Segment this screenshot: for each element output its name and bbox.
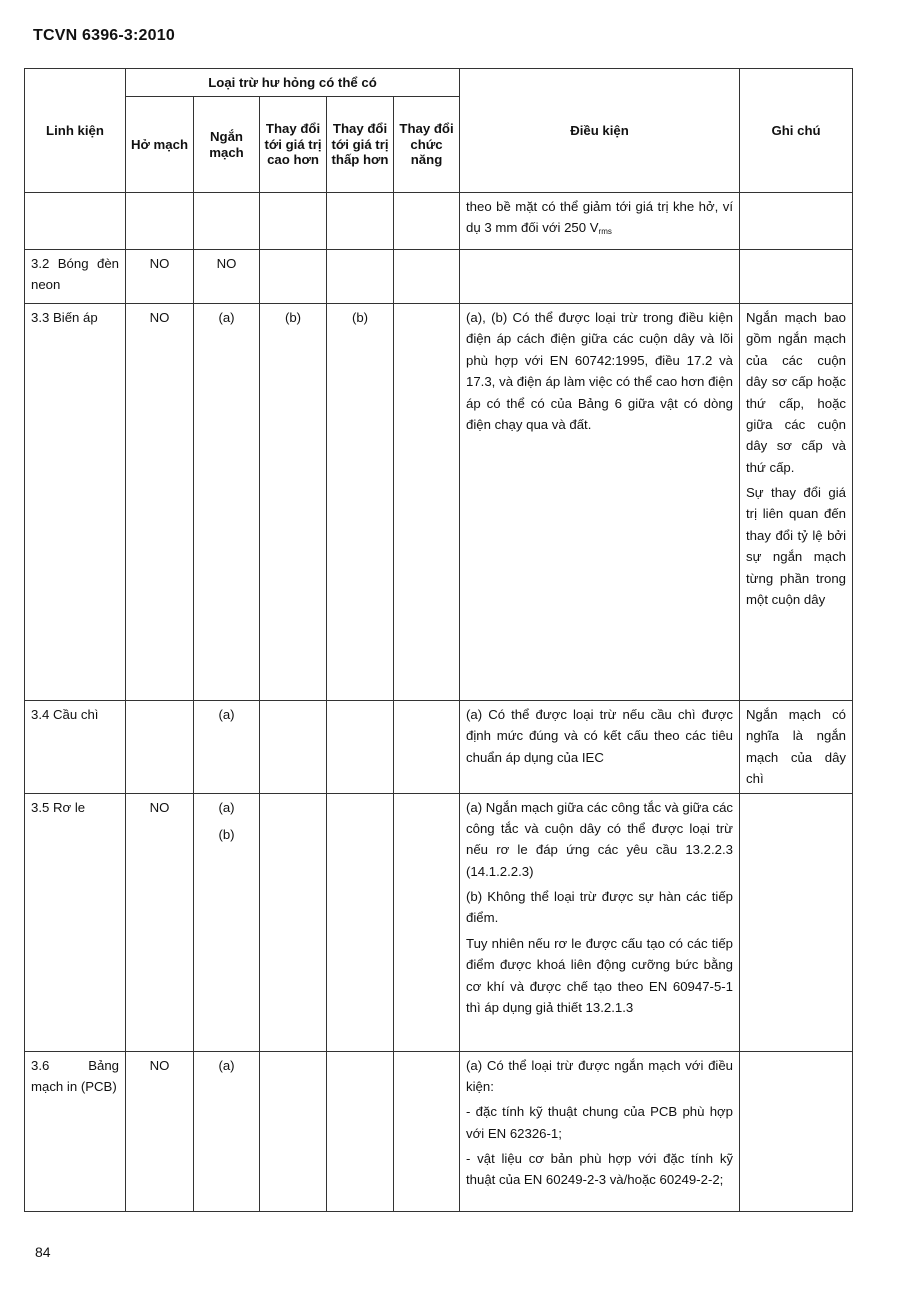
table-row [25, 1051, 853, 1211]
header-change-function: Thay đổi chức năng [394, 97, 460, 193]
condition-paragraph [466, 797, 733, 883]
fault-mark: (a) [218, 799, 235, 815]
change-function-cell [394, 193, 460, 250]
condition-text: (a), (b) Có thể được loại trừ trong điều kiện điện áp cách điện giữa các cuộn dây và lõi phù hợp với EN 60742:1995, điều 17.2 và 17.3, và điện áp làm việc có thể cao hơn điện áp có thể có của Bảng 6 giữa vật có dòng điện chạy qua và đất. [466, 310, 734, 432]
standard-code: TCVN 6396-3:2010 [33, 27, 175, 44]
fault-mark: NO [216, 256, 237, 271]
header-short-circuit: Ngắn mạch [194, 97, 260, 193]
condition-text: Tuy nhiên nếu rơ le được cấu tạo có các tiếp điểm được khoá liên động cưỡng bức bằng cơ khí và được chế tạo theo EN 60947-5-1 thì áp dụng giả thiết 13.2.1.3 [466, 935, 734, 1015]
notes-cell [740, 193, 853, 250]
change-higher-cell: (b) [260, 304, 327, 701]
change-lower-cell [327, 701, 394, 794]
header-fault-group: Loại trừ hư hỏng có thể có [126, 69, 460, 97]
notes-cell [740, 793, 853, 1051]
fault-mark: (b) [218, 826, 235, 842]
short-circuit-cell [194, 1051, 260, 1211]
condition-text: (a) Có thể được loại trừ nếu cầu chì được định mức đúng và có kết cấu theo các tiêu chuẩn áp dụng của IEC [466, 707, 734, 765]
change-higher-cell [260, 1051, 327, 1211]
open-circuit-cell [126, 193, 194, 250]
open-circuit-cell: NO [126, 304, 194, 701]
condition-text: theo bề mặt có thể giảm tới giá trị khe hở, ví dụ 3 mm đối với 250 V [466, 199, 734, 236]
condition-paragraph [466, 704, 733, 768]
notes-cell [740, 1051, 853, 1211]
fault-exclusion-table [24, 68, 853, 1212]
table-row [25, 193, 853, 250]
page-number: 84 [35, 1244, 51, 1260]
fault-mark: (a) [218, 1057, 235, 1073]
change-lower-cell: (b) [327, 304, 394, 701]
header-change-higher: Thay đổi tới giá trị cao hơn [260, 97, 327, 193]
short-circuit-cell [194, 250, 260, 304]
notes-cell [740, 304, 853, 701]
notes-cell [740, 701, 853, 794]
condition-cell [460, 793, 740, 1051]
condition-cell [460, 250, 740, 304]
table-row [25, 250, 853, 304]
condition-text: - đặc tính kỹ thuật chung của PCB phù hợp với EN 62326-1; [466, 1104, 734, 1141]
header-component: Linh kiện [25, 69, 126, 193]
component-cell: 3.6 Bảng mạch in (PCB) [25, 1051, 126, 1211]
condition-text: - vật liệu cơ bản phù hợp với đặc tính kỹ thuật của EN 60249-2-3 và/hoặc 60249-2-2; [466, 1151, 734, 1188]
component-cell: 3.3 Biến áp [25, 304, 126, 701]
change-function-cell [394, 304, 460, 701]
unit-subscript: rms [598, 227, 612, 237]
condition-paragraph [466, 933, 733, 1019]
table-row [25, 793, 853, 1051]
notes-cell [740, 250, 853, 304]
change-higher-cell [260, 250, 327, 304]
header-condition: Điều kiện [460, 69, 740, 193]
change-higher-cell [260, 701, 327, 794]
header-notes: Ghi chú [740, 69, 853, 193]
condition-cell [460, 193, 740, 250]
condition-cell [460, 304, 740, 701]
table-row [25, 304, 853, 701]
change-function-cell [394, 250, 460, 304]
open-circuit-cell: NO [126, 250, 194, 304]
condition-paragraph [466, 307, 733, 435]
component-cell [25, 193, 126, 250]
condition-text: (a) Có thể loại trừ được ngắn mạch với điều kiện: [466, 1057, 734, 1094]
fault-mark: (a) [218, 707, 235, 722]
short-circuit-cell [194, 701, 260, 794]
component-cell: 3.5 Rơ le [25, 793, 126, 1051]
header-open-circuit: Hở mạch [126, 97, 194, 193]
short-circuit-cell [194, 793, 260, 1051]
condition-text: (a) Ngắn mạch giữa các công tắc và giữa các công tắc và cuộn dây có thể được loại trừ nếu rơ le đáp ứng các yêu cầu 13.2.2.3 (14.1.2.2.3) [466, 799, 734, 879]
change-function-cell [394, 1051, 460, 1211]
condition-cell [460, 1051, 740, 1211]
fault-mark: (a) [218, 310, 235, 325]
change-lower-cell [327, 1051, 394, 1211]
change-lower-cell [327, 793, 394, 1051]
change-function-cell [394, 793, 460, 1051]
note-paragraph: Ngắn mạch có nghĩa là ngắn mạch của dây chì [746, 707, 847, 787]
condition-text: (b) Không thể loại trừ được sự hàn các tiếp điểm. [466, 889, 734, 926]
short-circuit-cell [194, 193, 260, 250]
condition-paragraph [466, 196, 733, 239]
note-paragraph: Ngắn mạch bao gồm ngắn mạch của các cuộn dây sơ cấp hoặc thứ cấp, hoặc giữa các cuộn dây sơ cấp và thứ cấp. [746, 310, 847, 475]
open-circuit-cell [126, 701, 194, 794]
open-circuit-cell: NO [126, 1051, 194, 1211]
condition-cell [460, 701, 740, 794]
header-change-lower: Thay đổi tới giá trị thấp hơn [327, 97, 394, 193]
condition-paragraph [466, 1101, 733, 1144]
component-cell: 3.4 Cầu chì [25, 701, 126, 794]
open-circuit-cell: NO [126, 793, 194, 1051]
change-function-cell [394, 701, 460, 794]
short-circuit-cell [194, 304, 260, 701]
change-higher-cell [260, 193, 327, 250]
change-lower-cell [327, 193, 394, 250]
component-cell: 3.2 Bóng đèn neon [25, 250, 126, 304]
condition-paragraph [466, 1148, 733, 1191]
note-paragraph: Sự thay đổi giá trị liên quan đến thay đổi tỷ lệ bởi sự ngắn mạch từng phần trong một cuộn dây [746, 485, 847, 607]
change-higher-cell [260, 793, 327, 1051]
condition-paragraph [466, 1055, 733, 1098]
condition-paragraph [466, 886, 733, 929]
table-row [25, 701, 853, 794]
change-lower-cell [327, 250, 394, 304]
